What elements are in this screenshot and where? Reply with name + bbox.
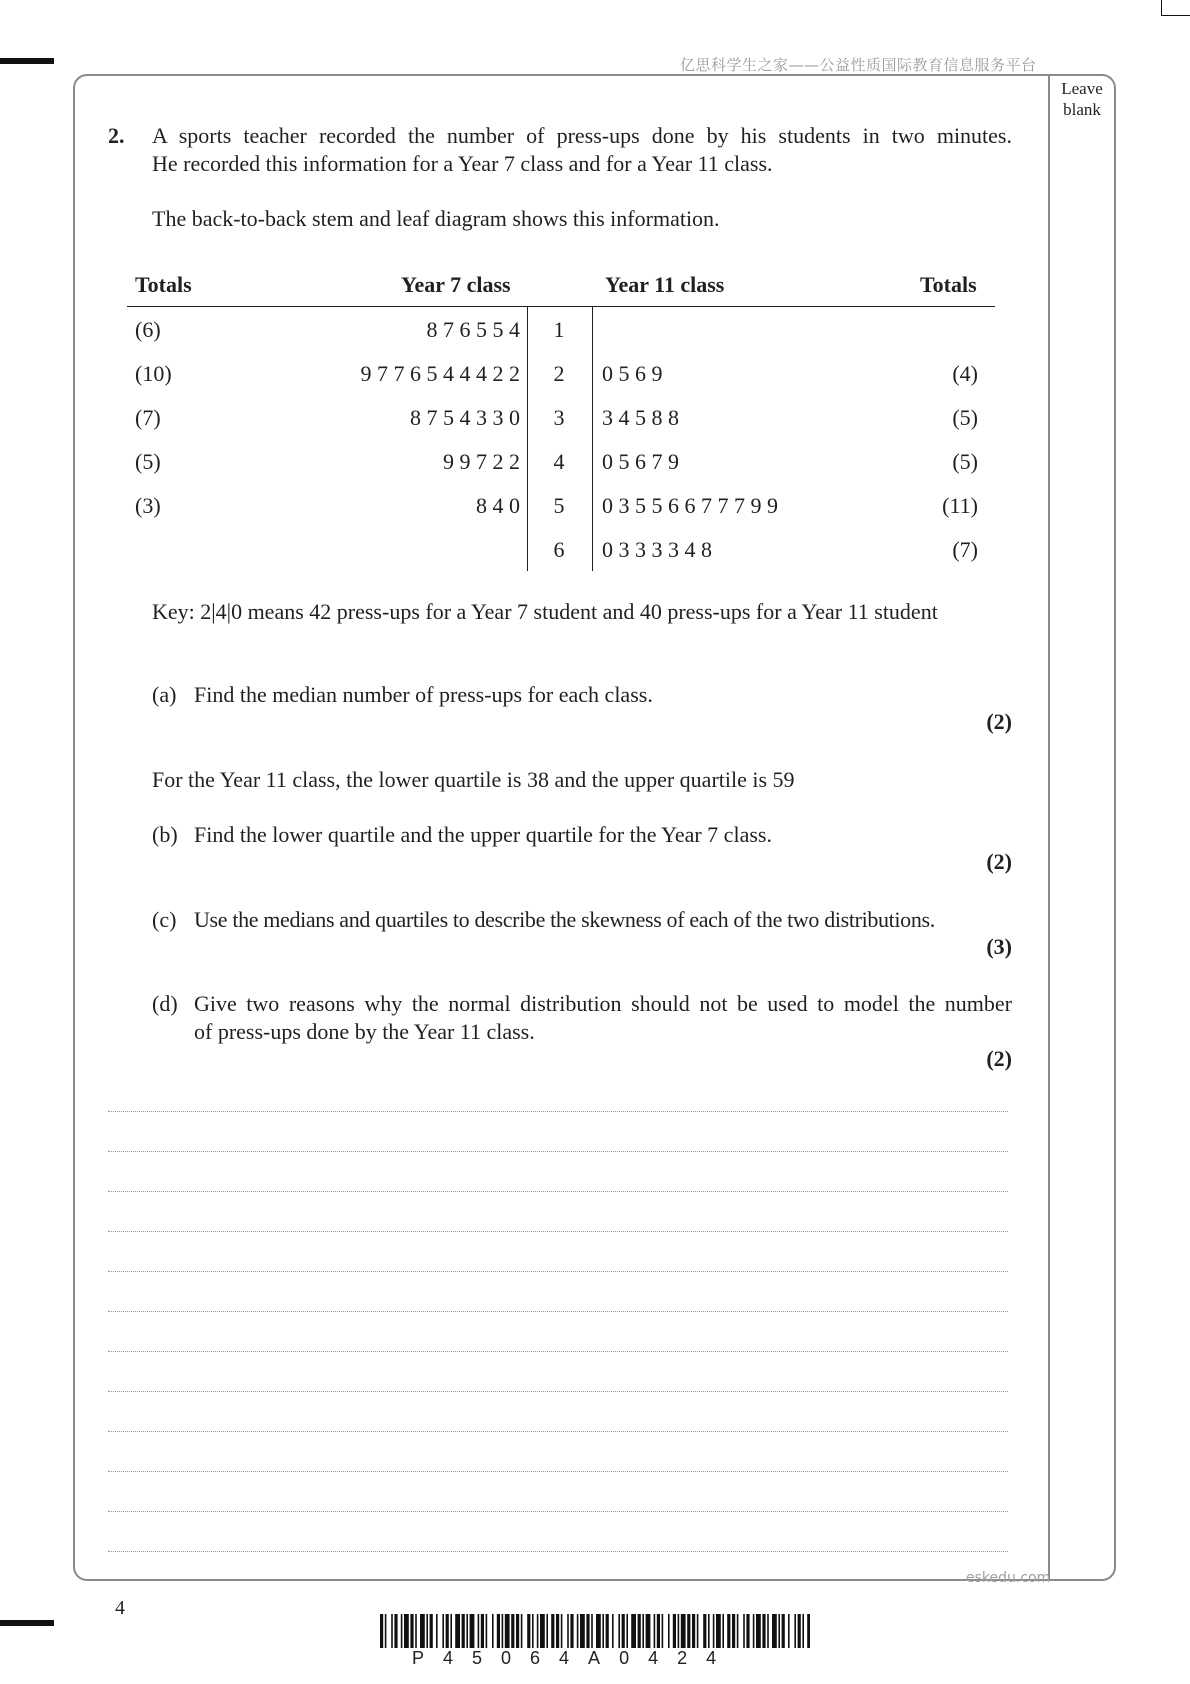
barcode-bar (662, 1614, 664, 1648)
barcode-bar (466, 1614, 468, 1648)
barcode-bar (767, 1614, 769, 1648)
barcode-bar (591, 1614, 593, 1648)
barcode-bar (802, 1614, 804, 1648)
barcode-bar (551, 1614, 554, 1648)
barcode-bar (586, 1614, 589, 1648)
barcode-bar (532, 1614, 534, 1648)
barcode-bar (788, 1614, 790, 1648)
barcode-bar (577, 1614, 579, 1648)
part-a-label: (a) (152, 682, 177, 707)
barcode-bar (502, 1614, 504, 1648)
barcode-bar (646, 1614, 651, 1648)
barcode-bar (807, 1614, 810, 1648)
header-left-totals: Totals (135, 272, 192, 297)
answer-line (108, 1351, 1008, 1352)
barcode-bar (638, 1614, 641, 1648)
answer-line (108, 1111, 1008, 1112)
crop-mark (0, 58, 54, 64)
barcode-bar (570, 1614, 573, 1648)
stem: 4 (553, 449, 565, 474)
answer-line (108, 1151, 1008, 1152)
left-total: (3) (135, 493, 161, 518)
year11-quartile-info: For the Year 11 class, the lower quartile is 38 and the upper quartile is 59 (152, 767, 795, 792)
left-total: (10) (135, 361, 172, 386)
barcode-bar (678, 1614, 680, 1648)
barcode-bar (394, 1614, 397, 1648)
crop-mark (1161, 0, 1162, 16)
barcode-bar (737, 1614, 739, 1648)
barcode-bar (782, 1614, 785, 1648)
barcode-bar (716, 1614, 721, 1648)
margin-divider (1048, 75, 1050, 1580)
left-total: (5) (135, 449, 161, 474)
barcode-bar (540, 1614, 545, 1648)
barcode-bar (668, 1614, 670, 1648)
barcode-bar (410, 1614, 413, 1648)
barcode-bar (446, 1614, 449, 1648)
answer-line (108, 1231, 1008, 1232)
crop-mark (1162, 15, 1190, 16)
table-header-rule (127, 306, 995, 307)
part-c-text: Use the medians and quartiles to describe the skewness of each of the two distributions. (194, 907, 935, 932)
barcode-bar (746, 1614, 749, 1648)
part-c-label: (c) (152, 907, 177, 932)
barcode-bar (426, 1614, 428, 1648)
barcode-bar (486, 1614, 488, 1648)
barcode-bar (527, 1614, 530, 1648)
barcode-bar (673, 1614, 676, 1648)
year11-leaves: 0 3 5 5 6 6 7 7 7 9 9 (602, 493, 778, 518)
question-number: 2. (108, 123, 125, 148)
diagram-intro: The back-to-back stem and leaf diagram shows this information. (152, 206, 720, 231)
question-intro-line2: He recorded this information for a Year 7 class and for a Year 11 class. (152, 151, 773, 176)
barcode-bar (537, 1614, 539, 1648)
barcode-bar (657, 1614, 660, 1648)
barcode-bar (681, 1614, 686, 1648)
question-intro-line1: A sports teacher recorded the number of press-ups done by his students in two minutes. (152, 123, 1012, 148)
barcode-bar (708, 1614, 710, 1648)
barcode-bar (654, 1614, 656, 1648)
barcode-bar (606, 1614, 609, 1648)
barcode-bar (511, 1614, 514, 1648)
barcode-bar (596, 1614, 601, 1648)
answer-line (108, 1511, 1008, 1512)
part-d-marks: (2) (986, 1046, 1012, 1071)
right-total: (7) (952, 537, 978, 562)
barcode-bar (567, 1614, 569, 1648)
stem: 1 (553, 317, 565, 342)
barcode-bar (556, 1614, 559, 1648)
barcode-bar (385, 1614, 387, 1648)
barcode-bar (391, 1614, 393, 1648)
barcode-bar (492, 1614, 494, 1648)
part-a-marks: (2) (986, 709, 1012, 734)
part-b-label: (b) (152, 822, 178, 847)
year11-leaves: 0 5 6 9 (602, 361, 663, 386)
barcode-bar (580, 1614, 585, 1648)
barcode-bar (778, 1614, 780, 1648)
barcode-bar (727, 1614, 730, 1648)
year7-leaves: 8 7 5 4 3 3 0 (410, 405, 520, 430)
barcode-bar (612, 1614, 614, 1648)
barcode-bar (521, 1614, 523, 1648)
barcode-bar (732, 1614, 735, 1648)
crop-mark (0, 1620, 54, 1626)
barcode-bar (516, 1614, 519, 1648)
part-a-text: Find the median number of press-ups for each class. (194, 682, 653, 707)
barcode-bar (420, 1614, 425, 1648)
barcode-bar (713, 1614, 715, 1648)
barcode-bar (798, 1614, 801, 1648)
barcode-bar (505, 1614, 510, 1648)
barcode-bar (602, 1614, 604, 1648)
answer-line (108, 1311, 1008, 1312)
stem-divider-right (592, 307, 593, 571)
header-right-totals: Totals (920, 272, 977, 297)
stem: 3 (553, 405, 565, 430)
barcode-bar (692, 1614, 695, 1648)
barcode-bar (794, 1614, 796, 1648)
barcode-bar (762, 1614, 765, 1648)
barcode-bar (455, 1614, 460, 1648)
barcode-bar (442, 1614, 444, 1648)
barcode-bar (622, 1614, 625, 1648)
barcode-bar (687, 1614, 690, 1648)
right-total: (11) (942, 493, 978, 518)
barcode-bar (450, 1614, 452, 1648)
barcode-bar (404, 1614, 409, 1648)
barcode-bar (401, 1614, 403, 1648)
answer-line (108, 1431, 1008, 1432)
header-year7: Year 7 class (401, 272, 511, 297)
barcode-bar (470, 1614, 475, 1648)
answer-line (108, 1391, 1008, 1392)
barcode-bar (703, 1614, 706, 1648)
left-total: (7) (135, 405, 161, 430)
barcode-bar (415, 1614, 417, 1648)
part-d-text-line1: Give two reasons why the normal distribution should not be used to model the number (194, 991, 1012, 1016)
barcode-bar (743, 1614, 745, 1648)
right-total: (5) (952, 449, 978, 474)
part-b-marks: (2) (986, 849, 1012, 874)
stem-divider-left (527, 307, 528, 571)
barcode-bar (626, 1614, 628, 1648)
stem: 6 (553, 537, 565, 562)
barcode-bar (753, 1614, 755, 1648)
year7-leaves: 8 7 6 5 5 4 (426, 317, 520, 342)
part-d-text-line2: of press-ups done by the Year 11 class. (194, 1019, 535, 1044)
year7-leaves: 9 7 7 6 5 4 4 4 2 2 (360, 361, 520, 386)
top-watermark: 亿思科学生之家——公益性质国际教育信息服务平台 (680, 56, 1037, 74)
barcode-bar (561, 1614, 563, 1648)
answer-line (108, 1471, 1008, 1472)
page-number: 4 (115, 1597, 125, 1619)
diagram-key: Key: 2|4|0 means 42 press-ups for a Year 7 student and 40 press-ups for a Year 11 student (152, 599, 938, 624)
answer-line (108, 1551, 1008, 1552)
barcode-bar (642, 1614, 644, 1648)
barcode-bar (756, 1614, 761, 1648)
barcode-bar (481, 1614, 484, 1648)
barcode-text: P45064A0424 (412, 1648, 736, 1668)
year7-leaves: 8 4 0 (476, 493, 520, 518)
barcode-bar (462, 1614, 465, 1648)
right-total: (4) (952, 361, 978, 386)
part-b-text: Find the lower quartile and the upper quartile for the Year 7 class. (194, 822, 772, 847)
bottom-watermark: eskedu.com (966, 1570, 1051, 1586)
barcode-bar (618, 1614, 620, 1648)
year11-leaves: 0 5 6 7 9 (602, 449, 679, 474)
barcode-bar (497, 1614, 500, 1648)
left-total: (6) (135, 317, 161, 342)
barcode-bar (380, 1614, 383, 1648)
barcode-bar (722, 1614, 724, 1648)
answer-line (108, 1191, 1008, 1192)
barcode-bar (430, 1614, 433, 1648)
barcode-bar (697, 1614, 699, 1648)
answer-line (108, 1271, 1008, 1272)
barcode-bar (546, 1614, 548, 1648)
year11-leaves: 3 4 5 8 8 (602, 405, 679, 430)
year11-leaves: 0 3 3 3 3 4 8 (602, 537, 712, 562)
right-total: (5) (952, 405, 978, 430)
year7-leaves: 9 9 7 2 2 (443, 449, 520, 474)
stem: 2 (553, 361, 565, 386)
header-year11: Year 11 class (605, 272, 725, 297)
barcode-bar (631, 1614, 636, 1648)
stem: 5 (553, 493, 565, 518)
leave-blank-label: Leave blank (1061, 79, 1103, 119)
part-d-label: (d) (152, 991, 178, 1016)
barcode-bar (772, 1614, 777, 1648)
barcode-bar (436, 1614, 438, 1648)
part-c-marks: (3) (986, 934, 1012, 959)
barcode-bar (478, 1614, 480, 1648)
